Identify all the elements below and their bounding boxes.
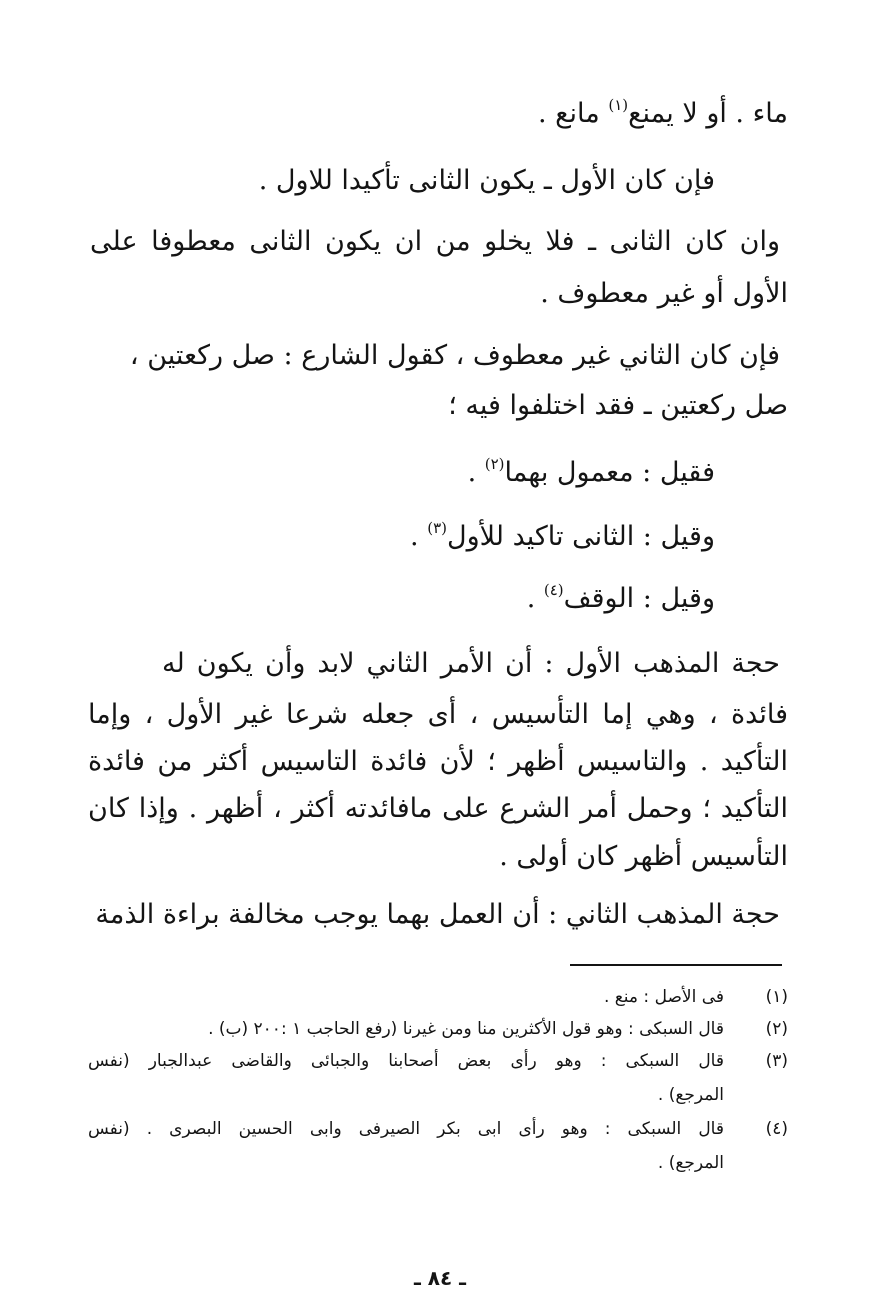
text-segment: . bbox=[410, 521, 428, 552]
text-line bbox=[85, 455, 715, 488]
text-segment: وقيل : الوقف bbox=[563, 583, 715, 614]
text-line: صل ركعتين ـ فقد اختلفوا فيه ؛ bbox=[448, 390, 788, 421]
text-segment: فقيل : معمول بهما bbox=[504, 457, 715, 488]
footnote-text: المرجع) . bbox=[657, 1153, 724, 1173]
footnote-number: (٤) bbox=[765, 1119, 788, 1139]
text-line: التأكيد . والتاسيس أظهر ؛ لأن فائدة التاسيس أكثر من فائدة bbox=[88, 746, 788, 777]
text-line bbox=[88, 96, 788, 129]
footnote-text: قال السبكى : وهو رأى بعض أصحابنا والجبائى والقاضى عبدالجبار (نفس bbox=[88, 1051, 724, 1071]
page-number: ـ ٨٤ ـ bbox=[413, 1266, 467, 1290]
footnote-number: (٣) bbox=[765, 1051, 788, 1071]
footnote-number: (٢) bbox=[765, 1019, 788, 1039]
text-line: فإن كان الأول ـ يكون الثانى تأكيدا للاول . bbox=[258, 165, 715, 196]
text-line: فائدة ، وهي إما التأسيس ، أى جعله شرعا غير الأول ، وإما bbox=[88, 699, 788, 730]
footnote-text: قال السبكى : وهو رأى ابى بكر الصيرفى وابى الحسين البصرى . (نفس bbox=[88, 1119, 724, 1139]
footnote-text: قال السبكى : وهو قول الأكثرين منا ومن غيرنا (رفع الحاجب ١ :٢٠٠ (ب) . bbox=[208, 1019, 724, 1039]
text-line: فإن كان الثاني غير معطوف ، كقول الشارع : صل ركعتين ، bbox=[129, 340, 780, 371]
footnote-ref-1: (١) bbox=[608, 96, 629, 114]
text-segment: مانع . bbox=[538, 98, 609, 129]
text-line: التأسيس أظهر كان أولى . bbox=[499, 841, 788, 872]
footnote-ref-3: (٣) bbox=[427, 519, 447, 537]
text-line: الأول أو غير معطوف . bbox=[540, 278, 788, 309]
footnote-separator bbox=[570, 964, 782, 966]
text-segment: ماء . أو لا يمنع bbox=[628, 98, 788, 129]
text-line: حجة المذهب الثاني : أن العمل بهما يوجب مخالفة براءة الذمة bbox=[95, 899, 780, 930]
footnote-text: فى الأصل : منع . bbox=[603, 987, 724, 1007]
footnote-number: (١) bbox=[765, 987, 788, 1007]
footnote-ref-2: (٢) bbox=[484, 455, 505, 473]
text-segment: . bbox=[526, 583, 544, 614]
text-line: التأكيد ؛ وحمل أمر الشرع على مافائدته أكثر ، أظهر . وإذا كان bbox=[88, 793, 788, 824]
text-line: حجة المذهب الأول : أن الأمر الثاني لابد وأن يكون له bbox=[162, 648, 780, 679]
text-line bbox=[85, 581, 715, 614]
text-segment: وقيل : الثانى تاكيد للأول bbox=[447, 521, 715, 552]
footnote-ref-4: (٤) bbox=[543, 581, 564, 599]
text-segment: . bbox=[467, 457, 485, 488]
footnote-text: المرجع) . bbox=[657, 1085, 724, 1105]
text-line bbox=[85, 519, 715, 552]
text-line: وان كان الثانى ـ فلا يخلو من ان يكون الثانى معطوفا على bbox=[90, 226, 780, 257]
